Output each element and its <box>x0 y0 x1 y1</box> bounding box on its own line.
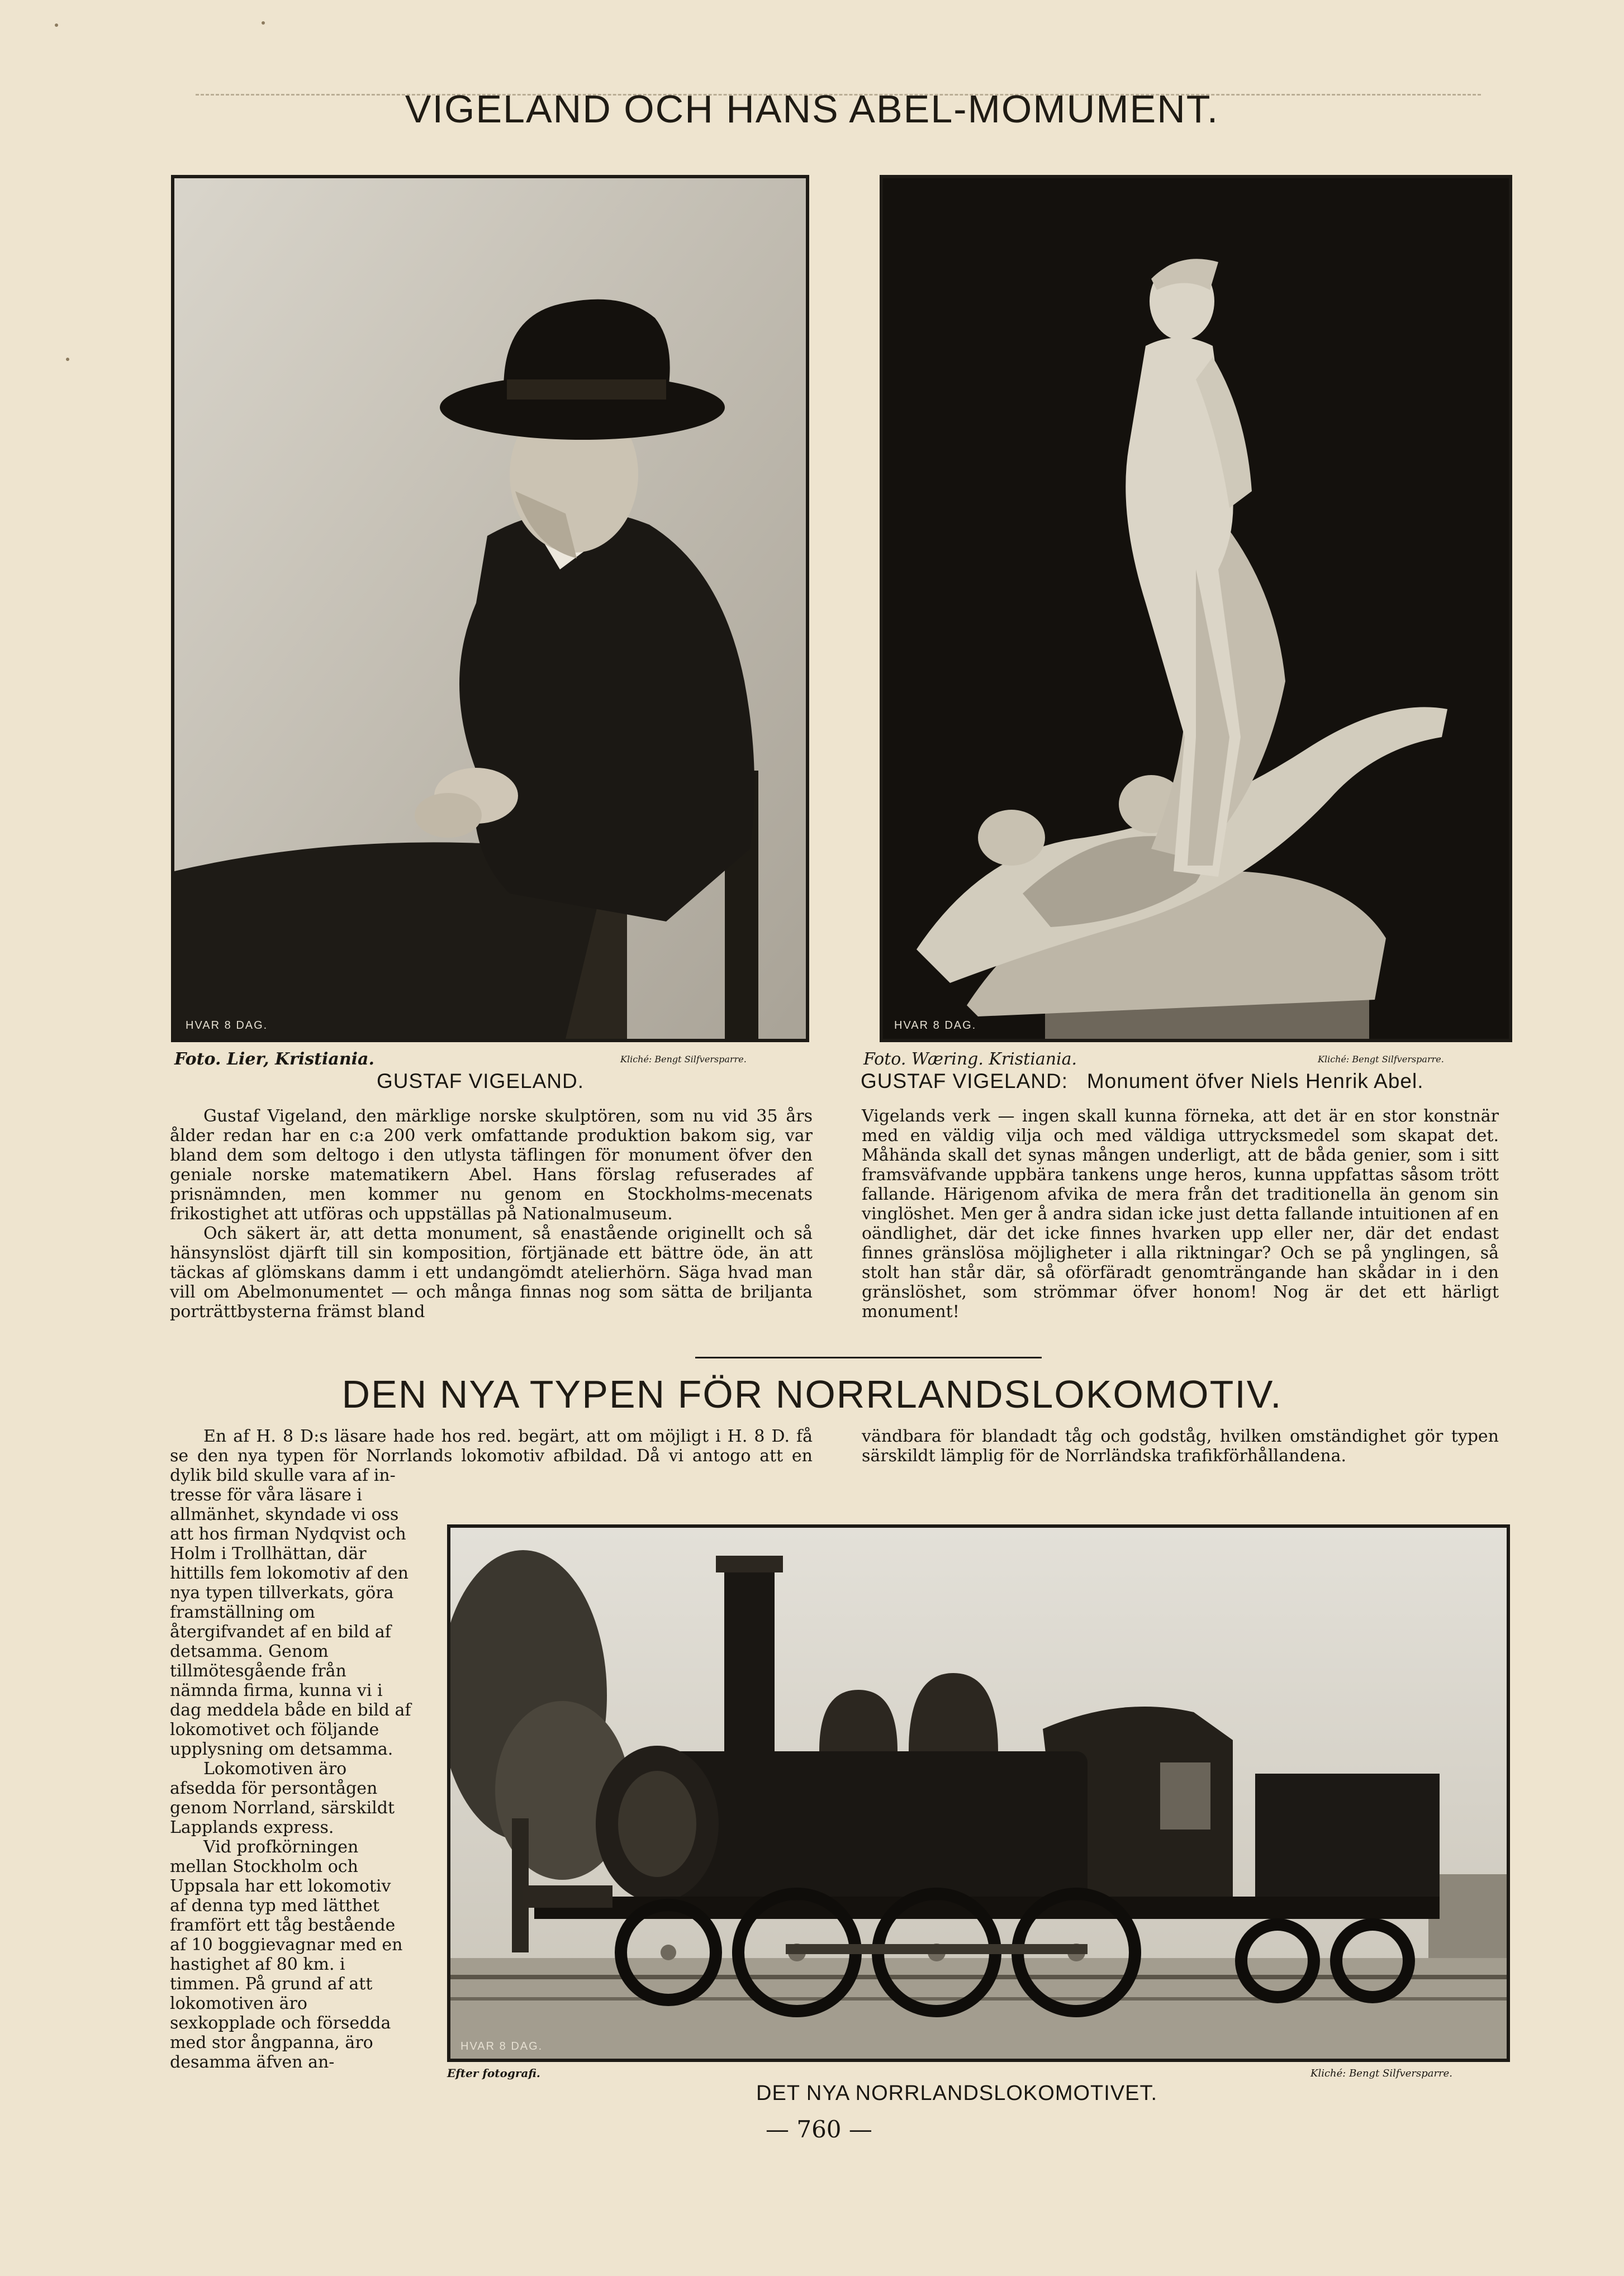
paragraph: Vigelands verk — ingen skall kunna förneka, att det är en stor konstnär med en väldig vilja och med väldiga uttrycksmedel som skapat det. Måhända skall det synas mången underligt, att de båda genier, som i sitt framsväfvande uppbära tankens unge heros, kunna uppfattas såsom trött fallande. Härigenom afvika de mera från det traditionella än genom sin vinglöshet. Men ger å andra sidan icke just detta fallande intuitionen af en oändlighet, där det icke finnes hvarken upp eller ner, där det endast finnes gränslösa möjligheter i alla riktningar? Och se på ynglingen, så stolt han står där, så oförfäradt genomträngande han skådar in i den gränslöshet, som strömmar öfver honom! Nog är det ett härligt monument! <box>862 1106 1499 1322</box>
page-number: — 760 — <box>766 2116 872 2143</box>
section-divider <box>695 1357 1042 1358</box>
article-text-right-column <box>862 1106 1499 1322</box>
klische-credit-right: Kliché: Bengt Silfversparre. <box>1318 1054 1444 1065</box>
klische-credit-left: Kliché: Bengt Silfversparre. <box>620 1054 747 1065</box>
paragraph: Gustaf Vigeland, den märklige norske skulptören, som nu vid 35 års ålder redan har en c:a 200 verk omfattande produktion bakom sig, var bland dem som deltogo i den utlysta täflingen för monument öfver den geniale norske matematikern Abel. Hans förslag refuserades af prisnämnden, men kommer nu genom en Stockholms-mecenats frikostighet att utföras och uppställas på Nationalmuseum. <box>170 1106 813 1224</box>
photo-credit-locomotive: Efter fotografi. <box>447 2066 540 2080</box>
photo-credit-left: Foto. Lier, Kristiania. <box>174 1049 374 1069</box>
paragraph: vändbara för blandadt tåg och godståg, hvilken omständighet gör typen särskildt lämplig för de Norrländska trafikförhållandena. <box>862 1427 1499 1466</box>
klische-credit-locomotive: Kliché: Bengt Silfversparre. <box>1310 2068 1453 2079</box>
caption-monument-text: Monument öfver Niels Henrik Abel. <box>1086 1070 1424 1092</box>
photo-portrait-vigeland <box>171 175 809 1042</box>
paragraph: Lokomotiven äro afsedda för persontågen genom Norrland, särskildt Lapplands express. <box>170 1759 395 1837</box>
paragraph: tresse för våra läsare i allmänhet, skyndade vi oss att hos firman Nydqvist och Holm i Trollhättan, där hittills fem lokomotiv af den nya typen tillverkats, göra framställning om återgifvandet af en bild af detsamma. Genom tillmötesgående från nämnda firma, kunna vi i dag meddela både en bild af lokomotivet och följande upplysning om detsamma. <box>170 1485 411 1759</box>
paper-speck <box>66 358 69 361</box>
photo-abel-monument <box>880 175 1512 1042</box>
article-title-lokomotiv: DEN NYA TYPEN FÖR NORRLANDSLOKOMOTIV. <box>341 1372 1283 1416</box>
photo-watermark: HVAR 8 DAG. <box>460 2040 543 2052</box>
paragraph: Vid profkörningen mellan Stockholm och Uppsala har ett lokomotiv af denna typ med lätthet framfört ett tåg bestående af 10 boggievagnar med en hastighet af 80 km. i timmen. På grund af att lokomotiven äro sexkopplade och försedda med stor ångpanna, äro desamma äfven an- <box>170 1837 403 2072</box>
caption-gustaf-vigeland: GUSTAF VIGELAND. <box>377 1070 584 1092</box>
article-continuation-text <box>862 1427 1499 1466</box>
photo-watermark: HVAR 8 DAG. <box>186 1019 268 1032</box>
caption-monument <box>861 1070 1423 1093</box>
photo-credit-right: Foto. Wæring. Kristiania. <box>863 1049 1077 1069</box>
article-narrow-column <box>170 1485 411 2072</box>
paragraph: En af H. 8 D:s läsare hade hos red. begärt, att om möjligt i H. 8 D. få se den nya typen för Norrlands lokomotiv afbildad. Då vi antogo att en dylik bild skulle vara af in- <box>170 1427 813 1485</box>
photo-locomotive <box>447 1524 1510 2062</box>
article-title-vigeland: VIGELAND OCH HANS ABEL-MOMUMENT. <box>405 87 1219 131</box>
caption-norrlandslokomotivet: DET NYA NORRLANDSLOKOMOTIVET. <box>756 2082 1158 2105</box>
paper-speck <box>55 23 58 27</box>
article-text-left-column <box>170 1106 813 1322</box>
caption-monument-name: GUSTAF VIGELAND: <box>861 1070 1068 1092</box>
paragraph: Och säkert är, att detta monument, så enastående originellt och så hänsynslöst djärft till sin komposition, förtjänade ett bättre öde, än att täckas af glömskans damm i ett undangömdt atelierhörn. Säga hvad man vill om Abelmonumentet — och många finnas nog som sätta de briljanta porträttbysterna främst bland <box>170 1224 813 1322</box>
article-intro-text <box>170 1427 813 1485</box>
paper-speck <box>262 21 265 25</box>
photo-watermark: HVAR 8 DAG. <box>894 1019 977 1032</box>
